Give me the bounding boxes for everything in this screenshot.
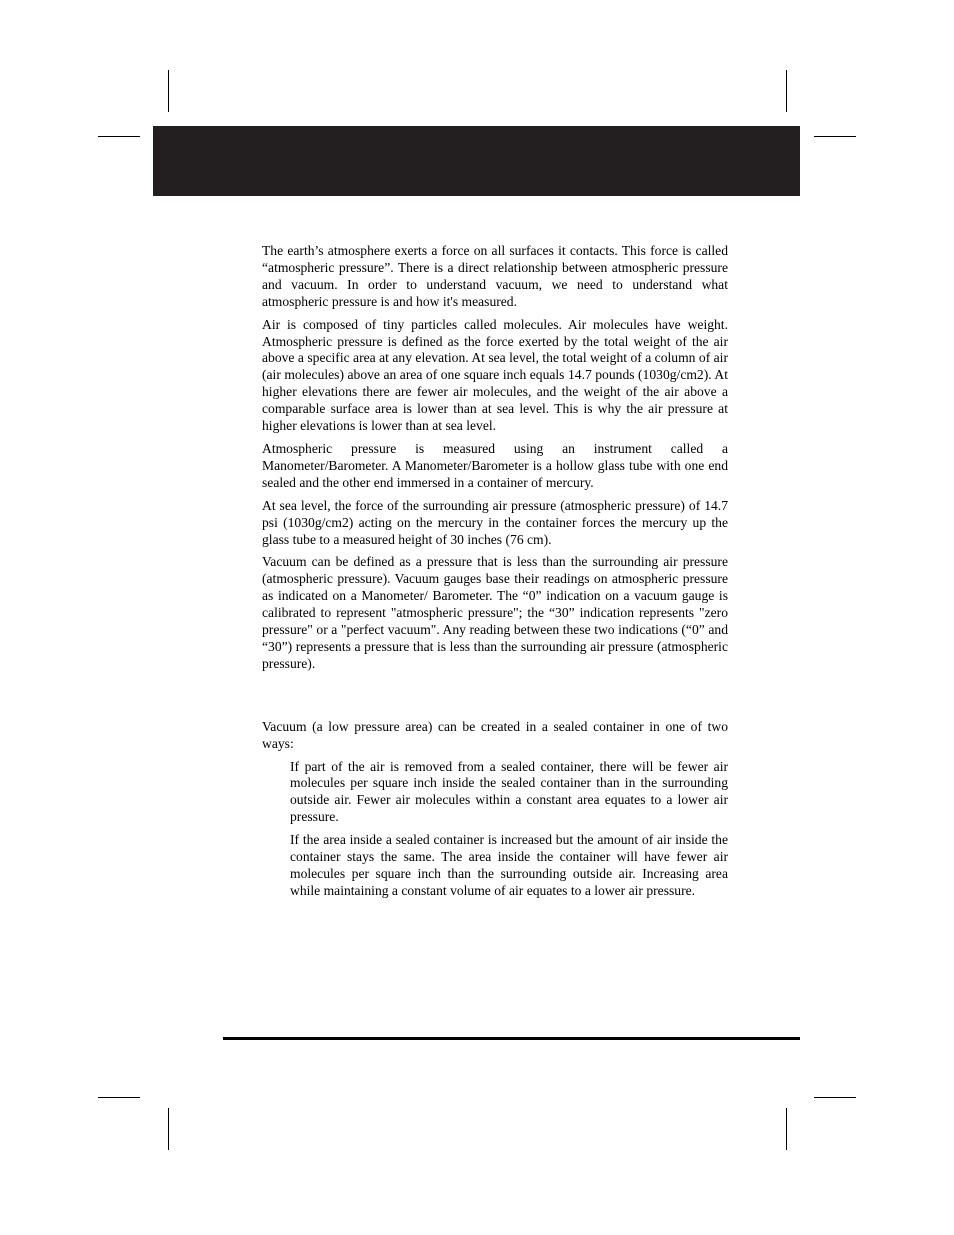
crop-mark-top-left-vertical [168, 70, 169, 112]
body-text [262, 243, 728, 906]
footer-rule [223, 1037, 800, 1040]
header-bar [153, 126, 800, 196]
crop-mark-bottom-right-vertical [786, 1108, 787, 1150]
paragraph-air-molecules: Air is composed of tiny particles called molecules. Air molecules have weight. Atmospheric pressure is defined as the force exerted by the total weight of the air above a specific area at any elevation. At sea level, the total weight of a column of air (air molecules) above an area of one square inch equals 14.7 pounds (1030g/cm2). At higher elevations there are fewer air molecules, and the weight of the air above a comparable surface area is lower than at sea level. This is why the air pressure at higher elevations is lower than at sea level. [262, 316, 728, 434]
list-item-increase-area: If the area inside a sealed container is increased but the amount of air inside the container stays the same. The area inside the container will have fewer air molecules per square inch than the surrounding outside air. Increasing area while maintaining a constant volume of air equates to a lower air pressure. [290, 832, 728, 898]
crop-mark-bottom-left-horizontal [98, 1097, 140, 1098]
crop-mark-bottom-right-horizontal [814, 1097, 856, 1098]
crop-mark-top-right-horizontal [814, 136, 856, 137]
crop-mark-bottom-left-vertical [168, 1108, 169, 1150]
paragraph-manometer: Atmospheric pressure is measured using an instrument called a Manometer/Barometer. A Manometer/Barometer is a hollow glass tube with one end sealed and the other end immersed in a container of mercury. [262, 440, 728, 490]
list-item-remove-air: If part of the air is removed from a sealed container, there will be fewer air molecules per square inch inside the sealed container than in the surrounding outside air. Fewer air molecules within a constant area equates to a lower air pressure. [290, 758, 728, 825]
crop-mark-top-left-horizontal [98, 136, 140, 137]
crop-mark-top-right-vertical [786, 70, 787, 112]
paragraph-atmosphere-intro: The earth’s atmosphere exerts a force on all surfaces it contacts. This force is called “atmospheric pressure”. There is a direct relationship between atmospheric pressure and vacuum. In order to understand vacuum, we need to understand what atmospheric pressure is and how it's measured. [262, 243, 728, 309]
paragraph-vacuum-creation: Vacuum (a low pressure area) can be created in a sealed container in one of two ways: [262, 718, 728, 751]
paragraph-vacuum-definition: Vacuum can be defined as a pressure that is less than the surrounding air pressure (atmospheric pressure). Vacuum gauges base their readings on atmospheric pressure as indicated on a Manometer/ Barometer. The “0” indication on a vacuum gauge is calibrated to represent "atmospheric pressure"; the “30” indication represents "zero pressure" or a "perfect vacuum". Any reading between these two indications (“0” and “30”) represents a pressure that is less than the surrounding air pressure (atmospheric pressure). [262, 554, 728, 671]
paragraph-sea-level: At sea level, the force of the surrounding air pressure (atmospheric pressure) of 14.7 psi (1030g/cm2) acting on the mercury in the container forces the mercury up the glass tube to a measured height of 30 inches (76 cm). [262, 497, 728, 547]
